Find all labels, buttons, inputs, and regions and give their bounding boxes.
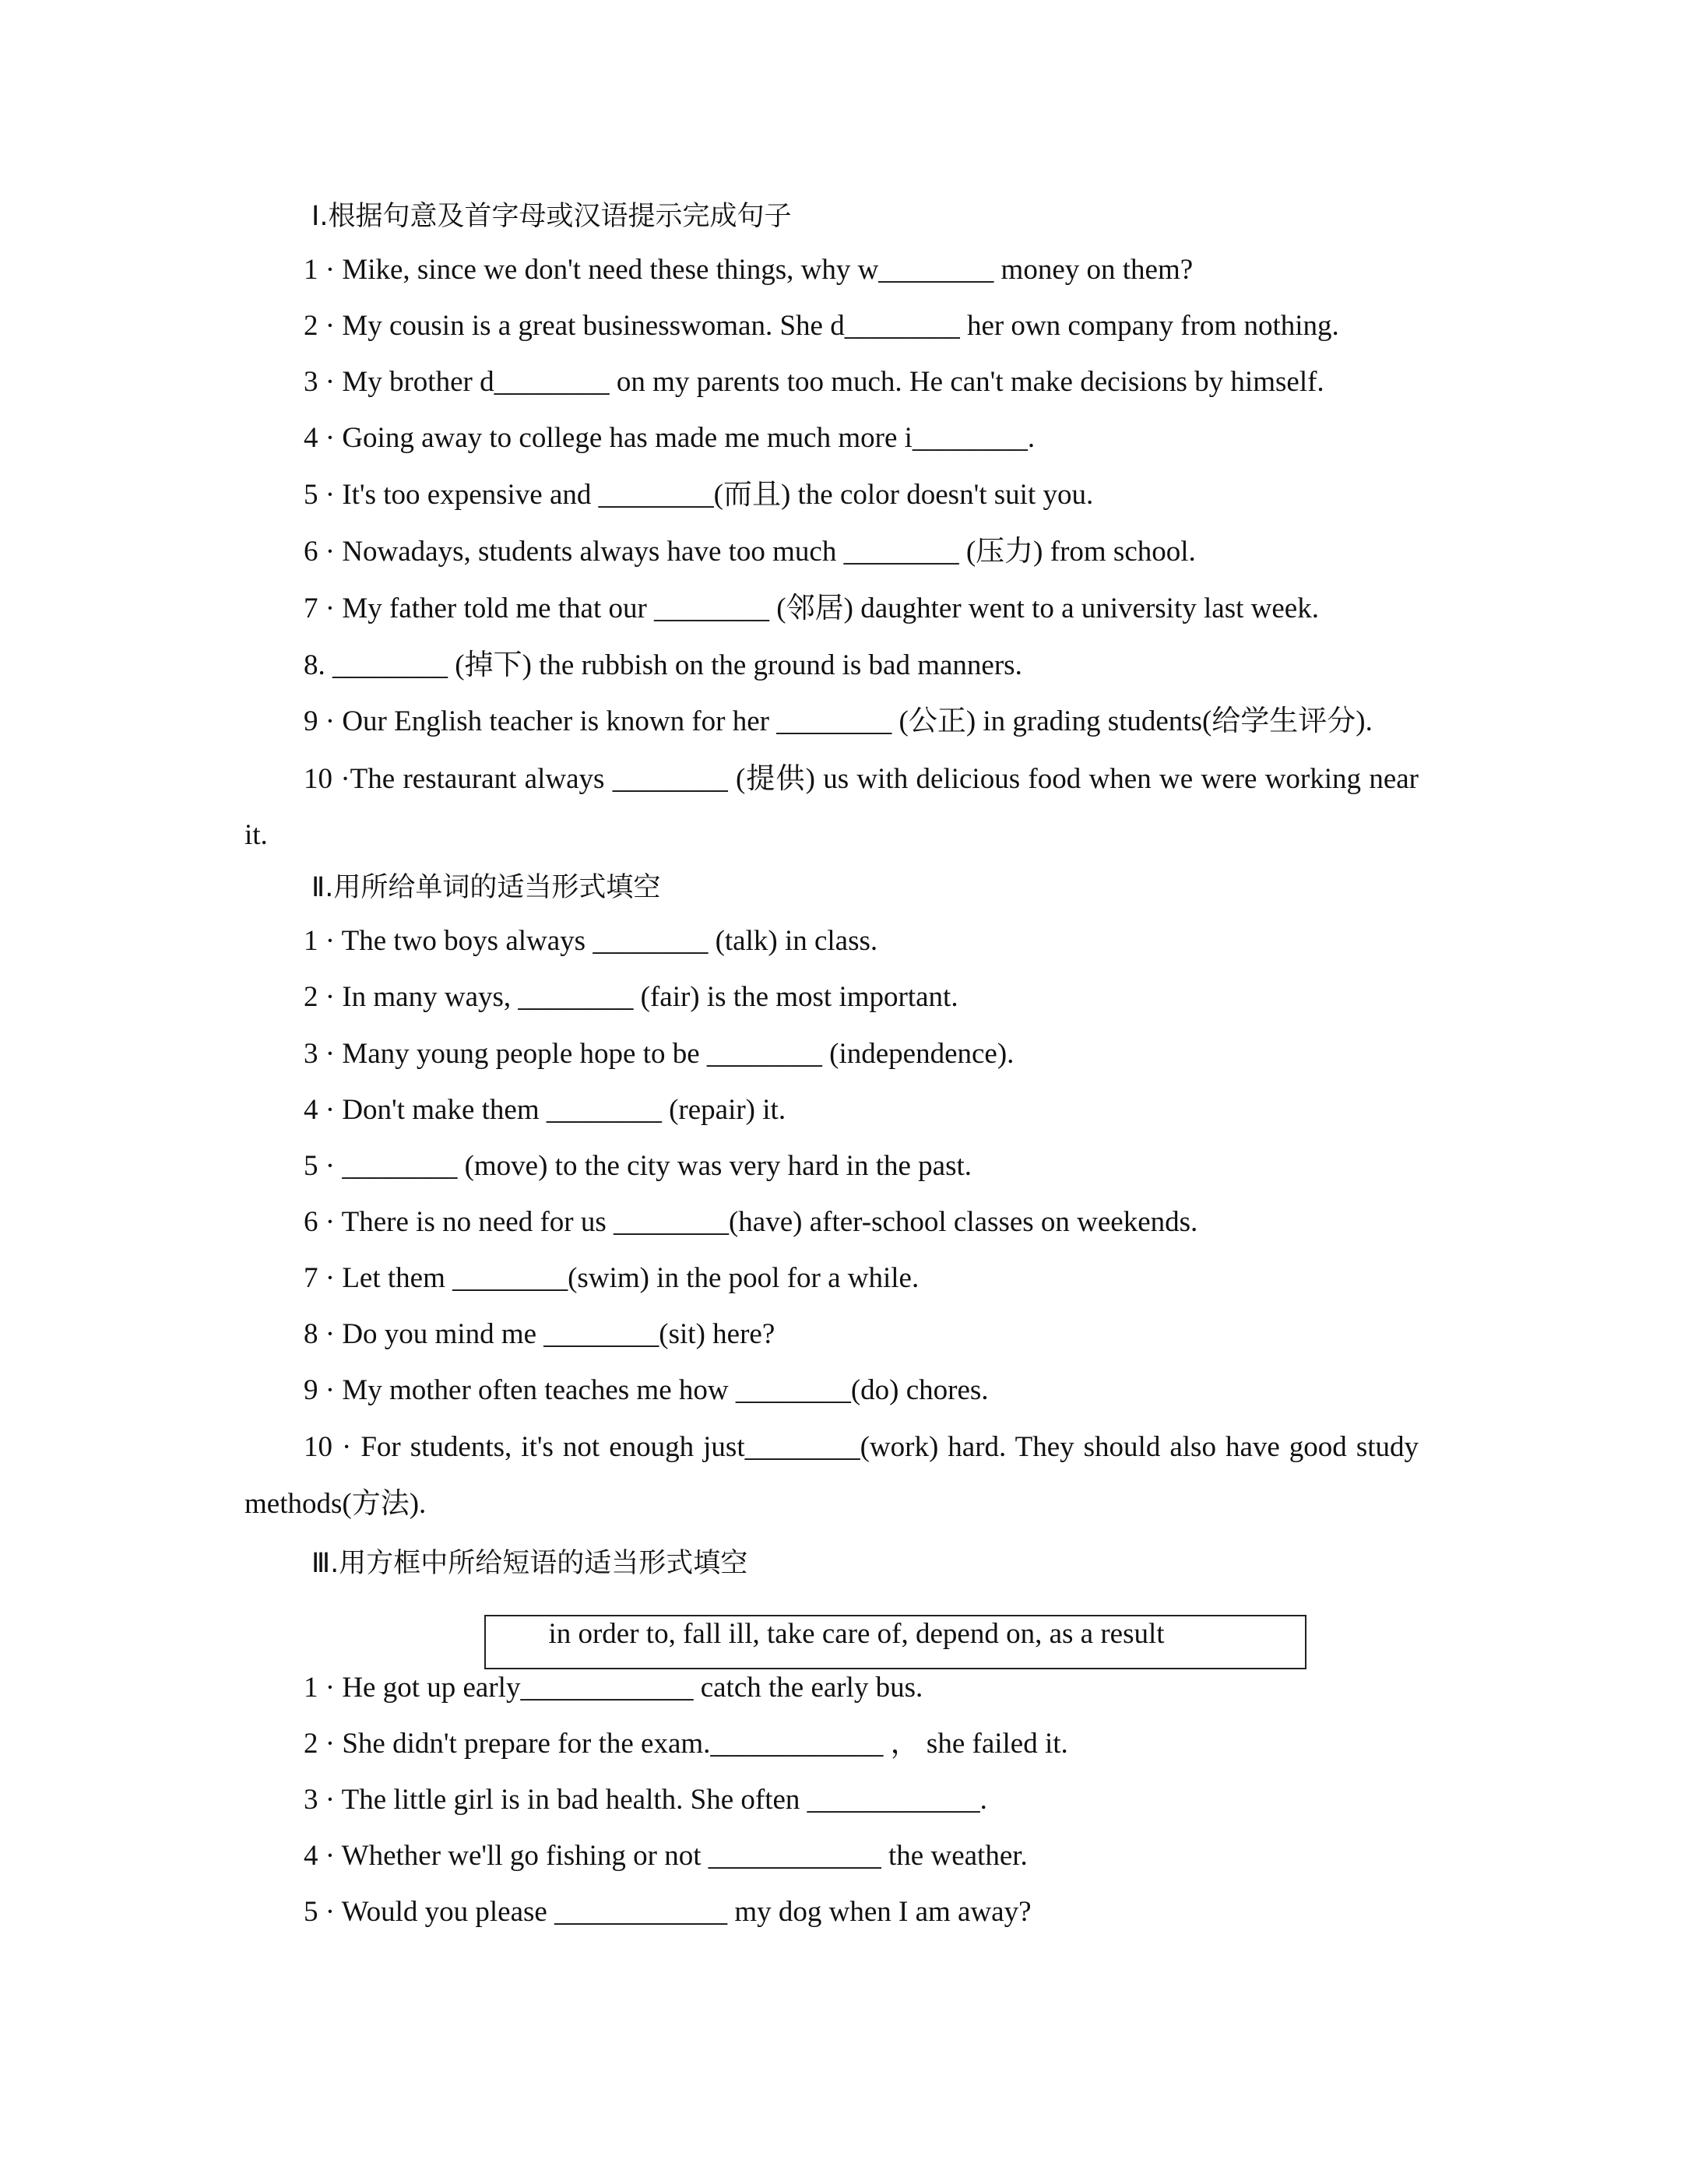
section1-item-7: 7 · My father told me that our ________ (邻居) daughter went to a university last week.: [304, 593, 1319, 624]
phrase-box-text: in order to, fall ill, take care of, depend on, as a result: [548, 1618, 1165, 1650]
section2-item-10: 10 · For students, it's not enough just________(work) hard. They should also have good study: [304, 1431, 1419, 1463]
section2-item-6: 6 · There is no need for us ________(have) after-school classes on weekends.: [304, 1206, 1198, 1238]
section2-item-10-continuation: methods(方法).: [244, 1488, 427, 1520]
section2-item-9: 9 · My mother often teaches me how ________(do) chores.: [304, 1374, 989, 1406]
section3-item-4: 4 · Whether we'll go fishing or not ____________ the weather.: [304, 1840, 1028, 1872]
section1-item-5: 5 · It's too expensive and ________(而且) the color doesn't suit you.: [304, 479, 1094, 511]
section3-heading: Ⅲ.用方框中所给短语的适当形式填空: [311, 1548, 748, 1579]
section2-item-4: 4 · Don't make them ________ (repair) it.: [304, 1094, 786, 1126]
section2-item-7: 7 · Let them ________(swim) in the pool for a while.: [304, 1262, 920, 1294]
section2-item-1: 1 · The two boys always ________ (talk) in class.: [304, 925, 878, 957]
section1-item-2: 2 · My cousin is a great businesswoman. She d________ her own company from nothing.: [304, 310, 1339, 342]
section1-item-8: 8. ________ (掉下) the rubbish on the ground is bad manners.: [304, 649, 1022, 681]
section1-item-1: 1 · Mike, since we don't need these things, why w________ money on them?: [304, 254, 1194, 286]
section2-item-5: 5 · ________ (move) to the city was very hard in the past.: [304, 1150, 972, 1182]
section1-item-10-continuation: it.: [244, 819, 268, 851]
section3-item-5: 5 · Would you please ____________ my dog when I am away?: [304, 1896, 1032, 1928]
section1-item-9: 9 · Our English teacher is known for her ________ (公正) in grading students(给学生评分).: [304, 705, 1373, 737]
section1-item-3: 3 · My brother d________ on my parents too much. He can't make decisions by himself.: [304, 366, 1324, 398]
section3-item-2: 2 · She didn't prepare for the exam.____________ ， she failed it.: [304, 1728, 1068, 1760]
section1-item-4: 4 · Going away to college has made me much more i________.: [304, 422, 1036, 454]
section1-item-6: 6 · Nowadays, students always have too much ________ (压力) from school.: [304, 536, 1196, 568]
section2-heading: Ⅱ.用所给单词的适当形式填空: [311, 872, 661, 903]
section1-heading: Ⅰ.根据句意及首字母或汉语提示完成句子: [311, 201, 792, 232]
section3-item-3: 3 · The little girl is in bad health. She often ____________.: [304, 1784, 987, 1816]
section2-item-2: 2 · In many ways, ________ (fair) is the most important.: [304, 981, 958, 1013]
section3-item-1: 1 · He got up early____________ catch the early bus.: [304, 1672, 923, 1704]
section2-item-3: 3 · Many young people hope to be ________ (independence).: [304, 1038, 1015, 1070]
section1-item-10: 10 ·The restaurant always ________ (提供) us with delicious food when we were working near: [304, 763, 1419, 795]
section2-item-8: 8 · Do you mind me ________(sit) here?: [304, 1318, 775, 1350]
